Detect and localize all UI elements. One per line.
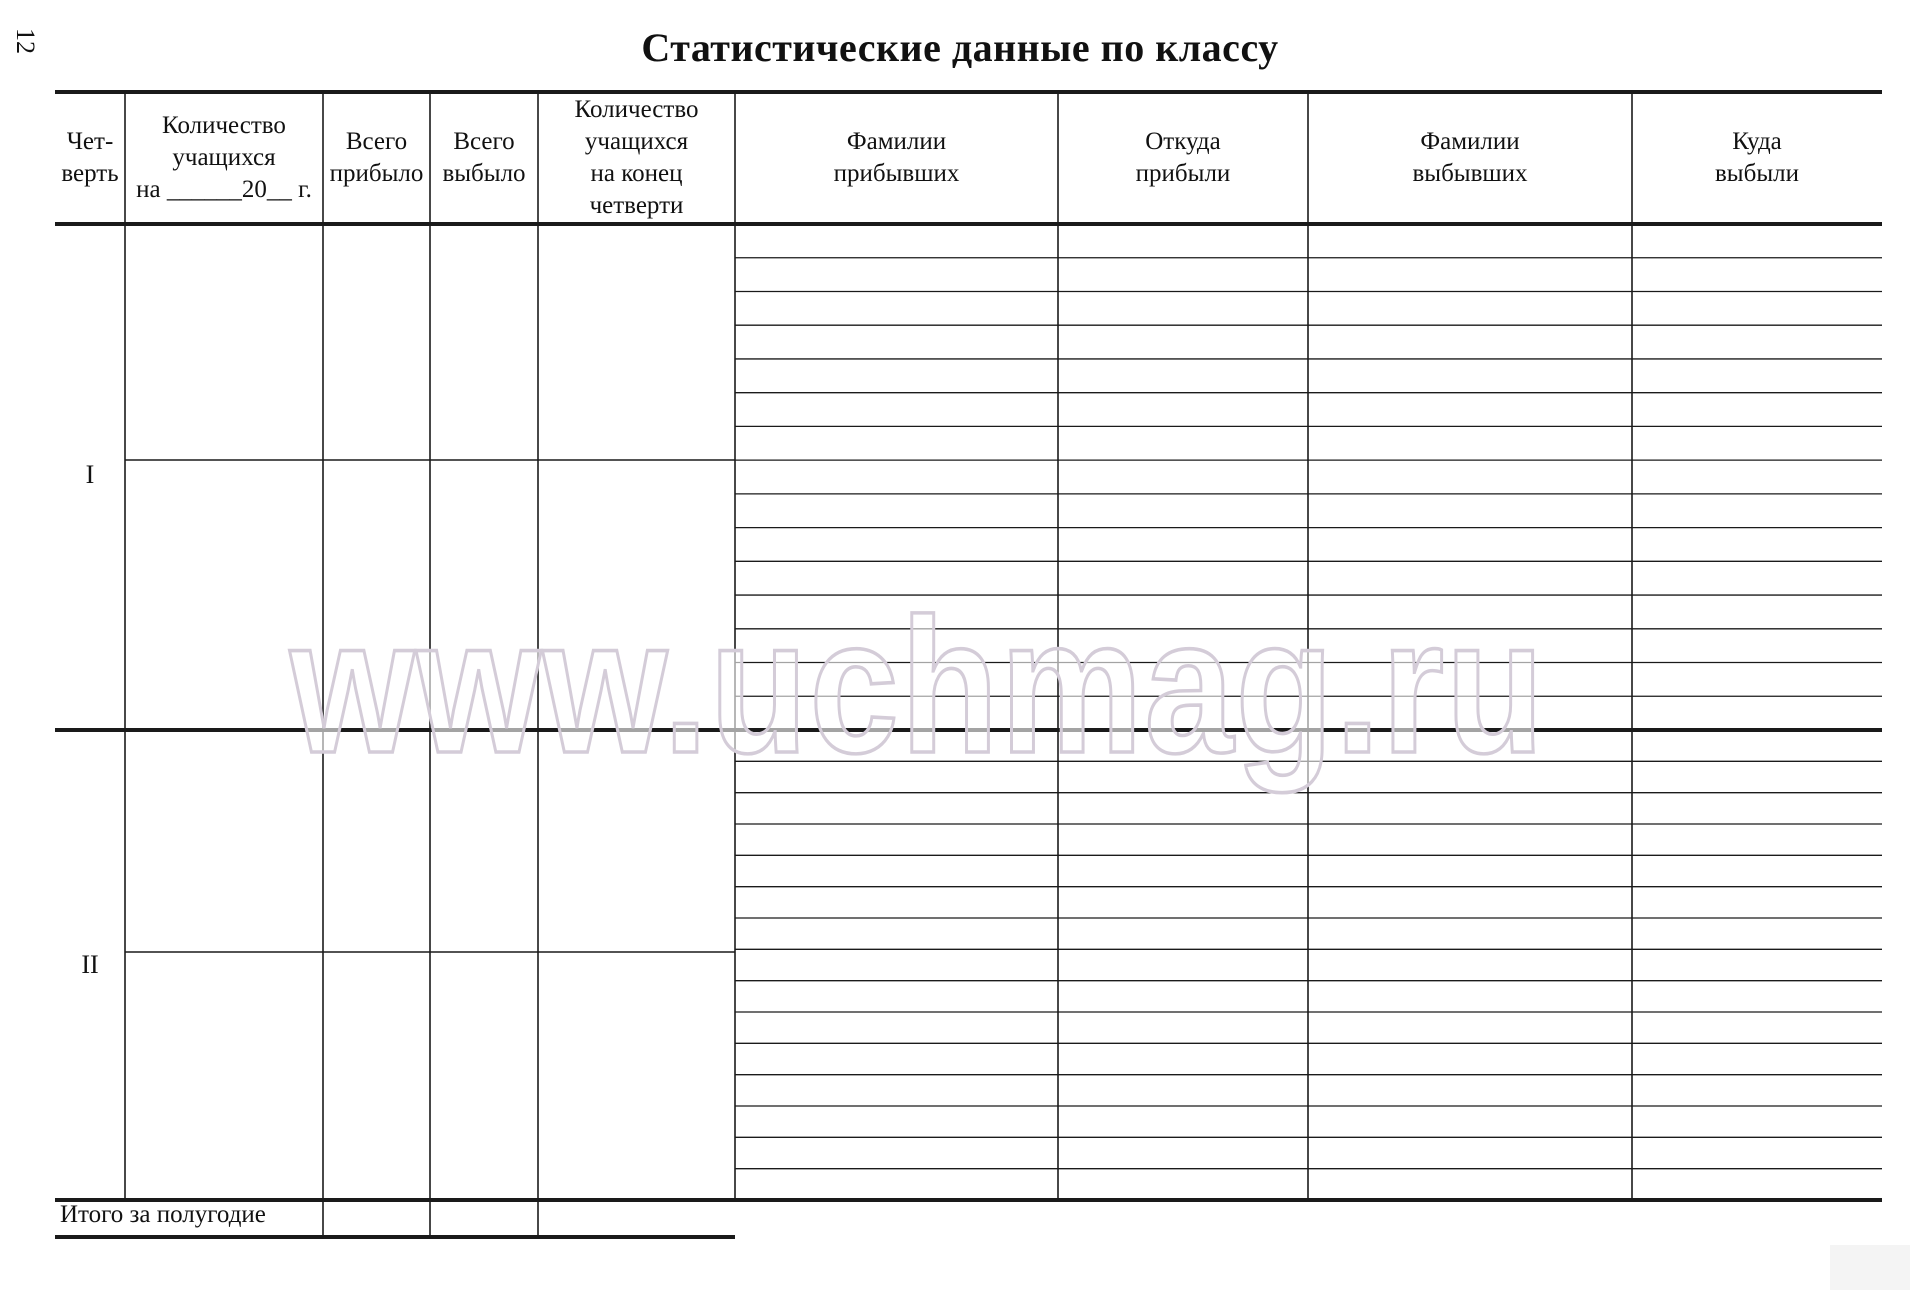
header-students-count-line-3: на ______20__ г. [136,176,312,203]
header-arrived-total [323,94,430,222]
header-left-total [430,94,538,222]
header-students-count-line-1: Количество [162,112,286,139]
watermark: www.uchmag.ru [290,578,1546,793]
header-quarter-line-2: верть [61,160,119,187]
header-arrived-total-line-2: прибыло [329,160,424,187]
header-quarter [55,94,125,222]
header-arrived-from-line-1: Откуда [1145,128,1221,155]
quarter-label-1: I [85,460,95,489]
header-left-names-line-2: выбывших [1412,160,1528,187]
header-left-total-line-2: выбыло [442,160,526,187]
header-arrived-names-line-2: прибывших [833,160,960,187]
header-students-end [538,94,735,222]
header-left-to [1632,94,1882,222]
total-half-year-label: Итого за полугодие [60,1201,266,1228]
header-arrived-from-line-2: прибыли [1135,160,1231,187]
header-left-names-line-1: Фамилии [1420,128,1520,155]
header-quarter-line-1: Чет- [66,128,114,155]
header-arrived-names [735,94,1058,222]
header-arrived-total-line-1: Всего [345,128,408,155]
header-students-end-line-1: Количество [574,96,699,123]
header-left-to-line-1: Куда [1732,128,1782,155]
quarter-label-2: II [81,950,99,979]
header-arrived-from [1058,94,1308,222]
header-students-count-line-2: учащихся [172,144,276,171]
page-title: Статистические данные по классу [641,25,1279,70]
corner-shade [1830,1245,1910,1290]
header-students-end-line-4: четверти [589,192,684,219]
header-left-total-line-1: Всего [453,128,515,155]
header-students-end-line-3: на конец [590,160,683,187]
page-number: 12 [11,28,40,54]
header-arrived-names-line-1: Фамилии [846,128,947,155]
header-left-names [1308,94,1632,222]
header-students-end-line-2: учащихся [584,128,689,155]
header-students-count [125,94,323,222]
header-left-to-line-2: выбыли [1715,160,1799,187]
